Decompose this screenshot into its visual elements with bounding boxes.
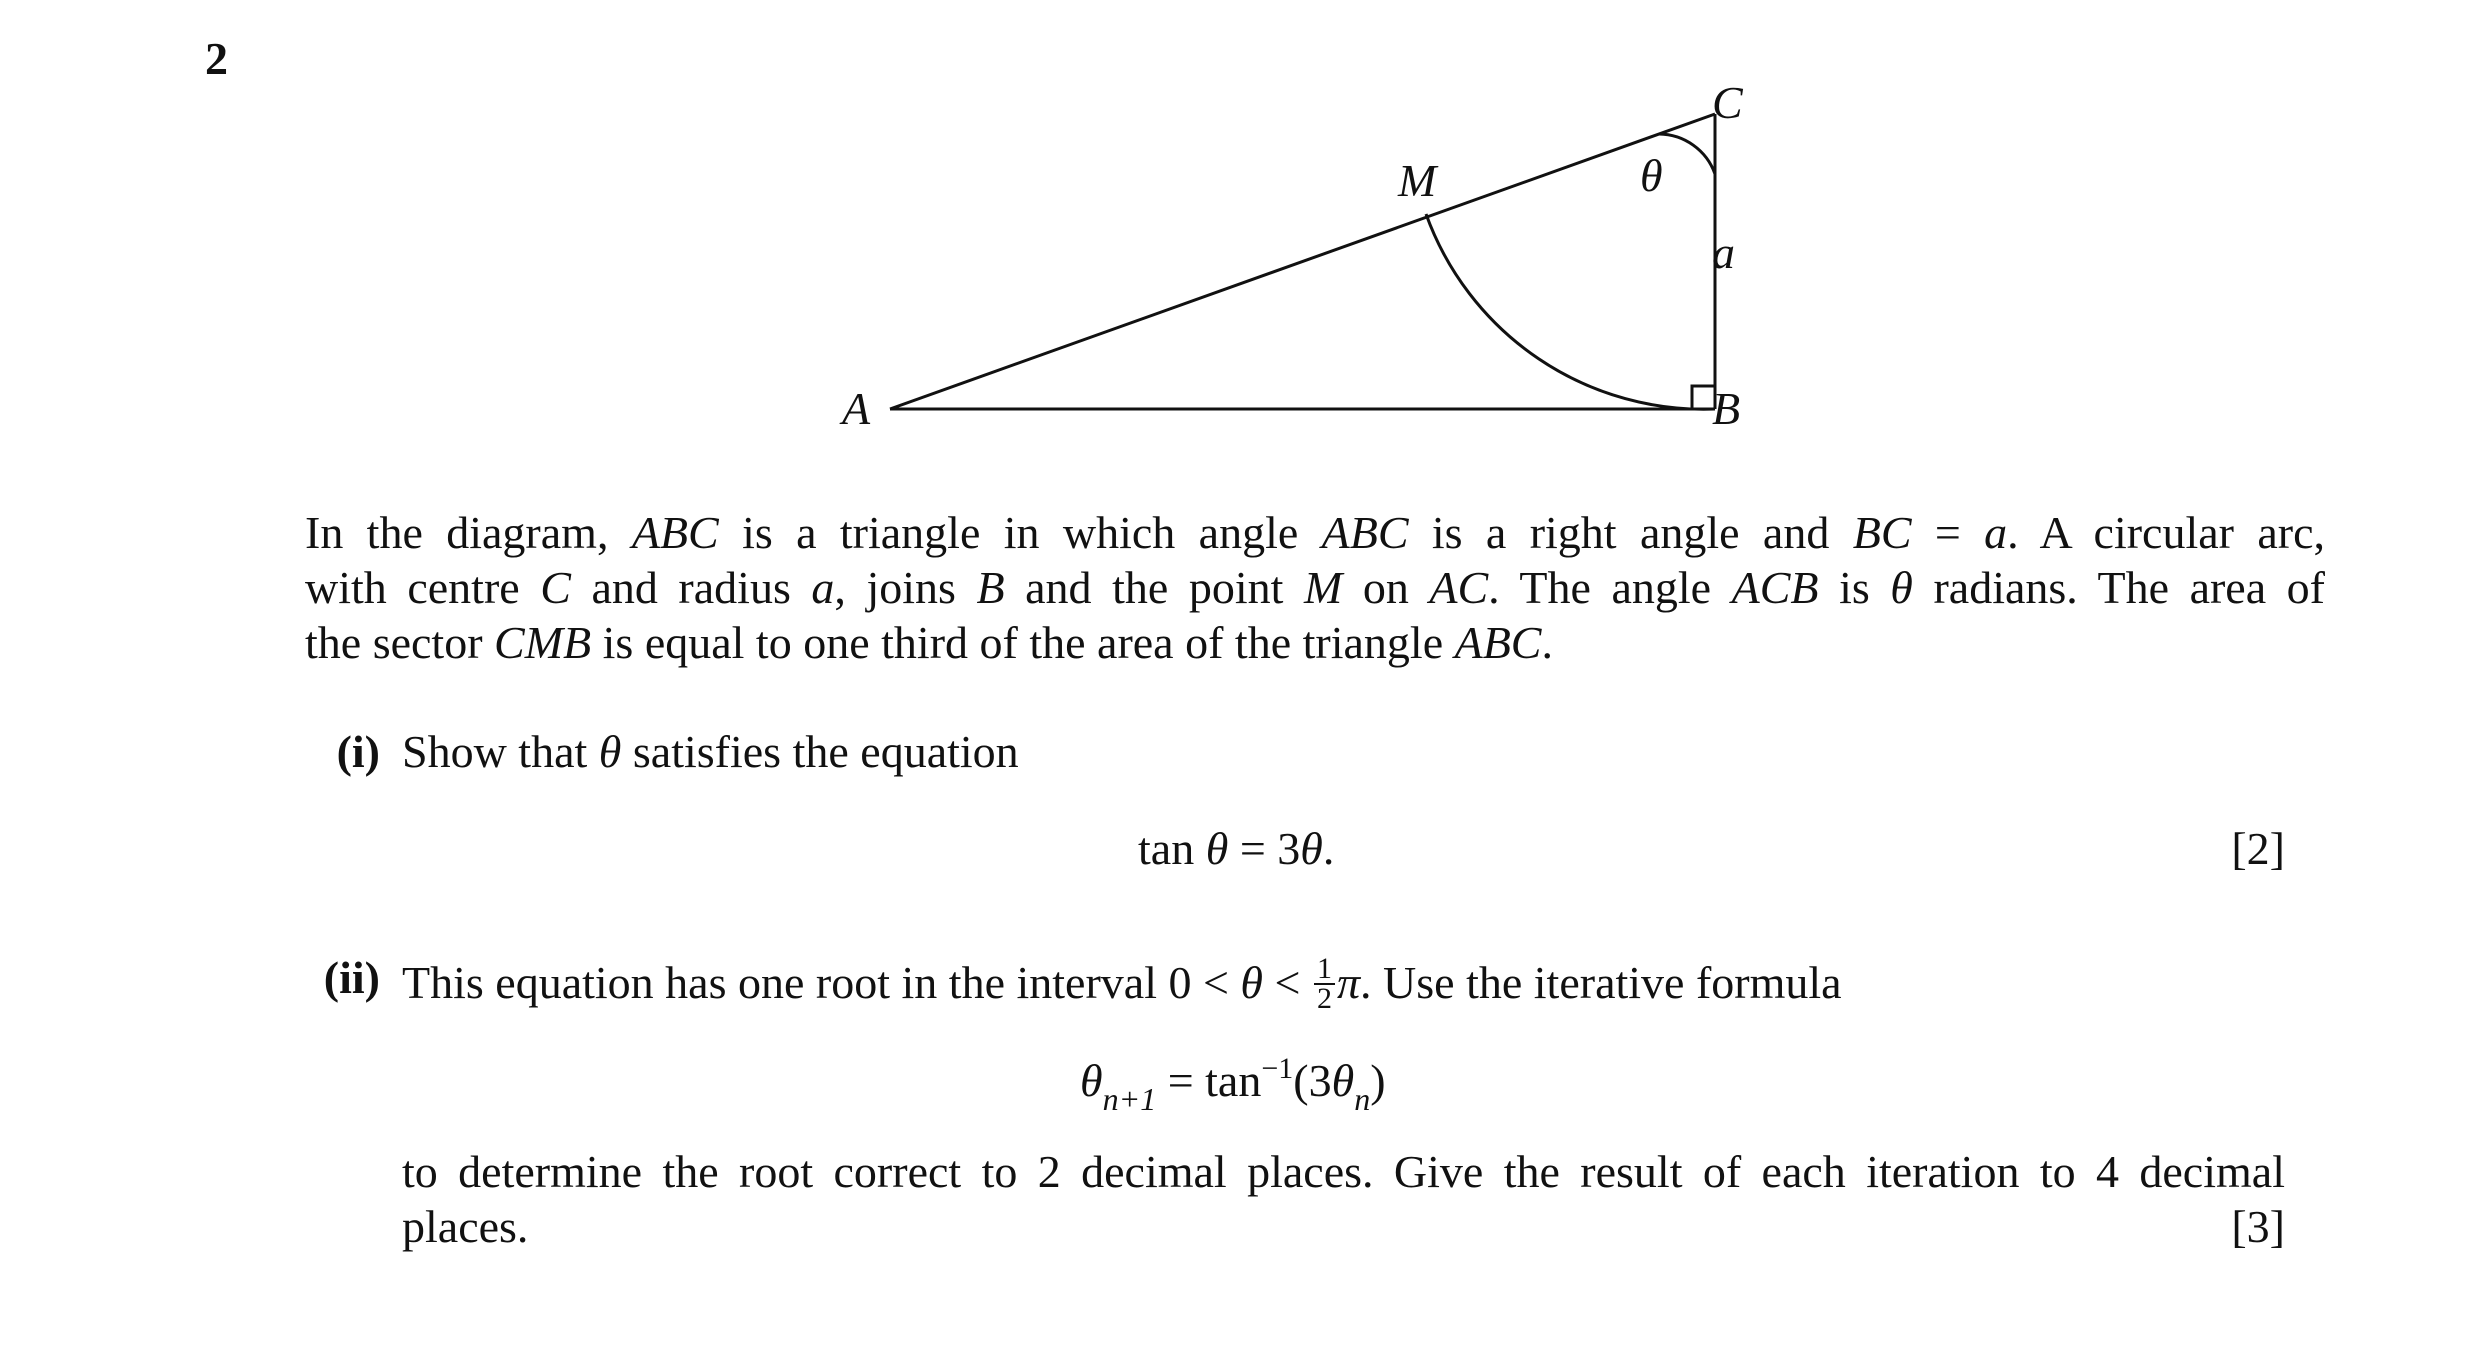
label-a: A — [842, 383, 871, 434]
part-i-label: (i) — [336, 726, 380, 777]
intro-line-2: with centre C and radius a, joins B and the point M on AC. The angle ACB is θ radians. The area of — [305, 562, 2326, 613]
part-i-marks: [2] — [2231, 823, 2285, 874]
part-ii-text: This equation has one root in the interval 0 < θ < $\frac{1}{2}$ π. Use the iterative formula — [402, 952, 1842, 1015]
triangle-diagram — [0, 0, 2480, 480]
part-i-equation: tan θ = 3θ. — [1138, 823, 1335, 874]
label-m: M — [1398, 155, 1437, 206]
intro-paragraph — [305, 505, 2325, 670]
label-side-a: a — [1712, 227, 1735, 278]
part-ii-label: (ii) — [323, 952, 380, 1003]
iterative-formula: $\theta_{n+1} = \tan^{-1}(3\theta_n)$ — [1080, 1052, 1386, 1117]
angle-theta-arc — [1659, 134, 1715, 174]
part-ii-line-1: to determine the root correct to 2 decimal places. Give the result of each iteration to 4 decimal — [402, 1146, 2285, 1197]
intro-line-3: the sector CMB is equal to one third of the area of the triangle ABC. — [305, 617, 1553, 668]
label-theta: θ — [1640, 150, 1663, 201]
part-ii-marks: [3] — [2231, 1201, 2285, 1252]
part-ii-line-2: places. — [402, 1201, 529, 1252]
half-fraction: $\frac{1}{2}$ — [1314, 955, 1335, 1013]
part-i-text: Show that θ satisfies the equation — [402, 726, 1019, 777]
question-number: 2 — [205, 33, 228, 84]
arc-mb — [1426, 214, 1715, 409]
label-b: B — [1712, 383, 1741, 434]
label-c: C — [1712, 77, 1743, 128]
side-ac — [890, 114, 1715, 409]
intro-line-1: In the diagram, ABC is a triangle in which angle ABC is a right angle and BC = a. A circular arc, — [305, 507, 2325, 558]
